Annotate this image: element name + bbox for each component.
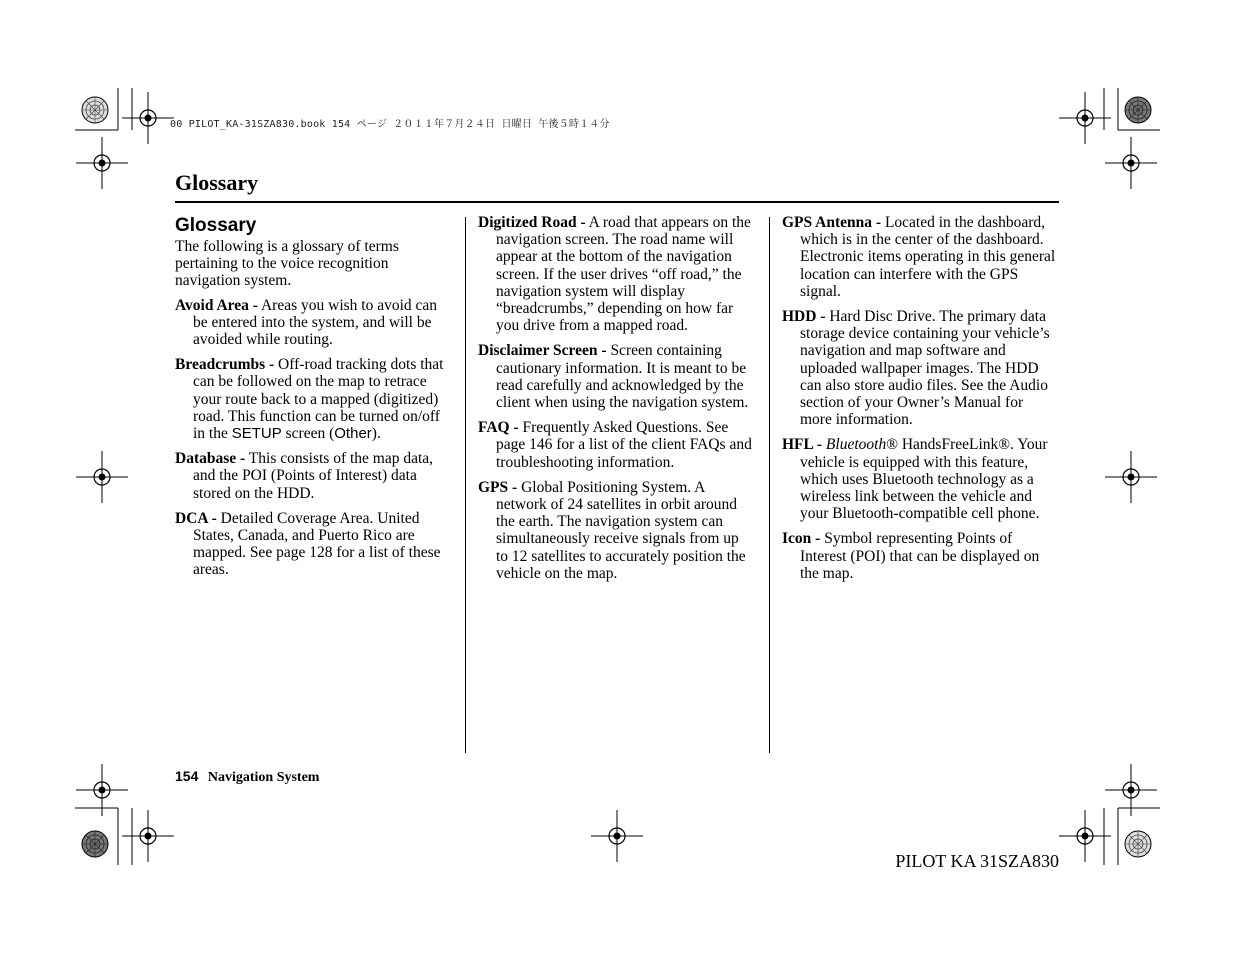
- glossary-entry-hfl: [782, 436, 1058, 522]
- glossary-entry-icon: [782, 530, 1058, 582]
- section-heading: Glossary: [175, 215, 257, 236]
- glossary-definition-cont: screen (: [285, 425, 335, 443]
- glossary-term: DCA -: [175, 509, 217, 527]
- glossary-term: GPS -: [478, 478, 518, 496]
- glossary-term: FAQ -: [478, 419, 519, 437]
- glossary-definition: Screen containing cautionary information. It is meant to be read carefully and acknowledged by the client when using the navigation system.: [496, 342, 749, 412]
- glossary-definition: Frequently Asked Questions. See page 146 for a list of the client FAQs and troubleshooting information.: [496, 419, 752, 471]
- glossary-definition: Global Positioning System. A network of 24 satellites in orbit around the earth. The navigation system can simultaneously receive signals from up to 12 satellites to accurately position the vehicle on the map.: [496, 478, 746, 582]
- glossary-term: GPS Antenna -: [782, 214, 882, 231]
- glossary-definition: Off-road tracking dots that can be followed on the map to retrace your route back to a mapped (digitized) road. This function can be turned on/off in the: [193, 356, 444, 443]
- book-code: PILOT KA 31SZA830: [895, 851, 1059, 871]
- glossary-entry-dca: [175, 510, 451, 579]
- intro-paragraph: The following is a glossary of terms pertaining to the voice recognition navigation system.: [175, 238, 399, 290]
- glossary-definition: Symbol representing Points of Interest (POI) that can be displayed on the map.: [800, 530, 1040, 582]
- glossary-definition: Detailed Coverage Area. United States, Canada, and Puerto Rico are mapped. See page 128 for a list of these areas.: [193, 509, 441, 579]
- other-menu-label: Other: [334, 425, 372, 443]
- glossary-entry-database: [175, 450, 451, 502]
- glossary-term: Icon -: [782, 530, 821, 548]
- glossary-term: Digitized Road -: [478, 214, 586, 231]
- glossary-term: Breadcrumbs -: [175, 356, 275, 374]
- glossary-term: Avoid Area -: [175, 296, 258, 314]
- header-rule: [175, 201, 1059, 203]
- glossary-definition: Hard Disc Drive. The primary data storage device containing your vehicle’s navigation and map software and uploaded wallpaper images. The HDD can also store audio files. See the Audio section of your Owner’s Manual for more information.: [800, 308, 1050, 429]
- bluetooth-italic: Bluetooth: [825, 436, 887, 454]
- glossary-definition: This consists of the map data, and the POI (Points of Interest) data stored on the HDD.: [193, 450, 434, 502]
- glossary-term: Database -: [175, 450, 246, 468]
- column-3: [782, 214, 1058, 590]
- glossary-entry-faq: [478, 419, 754, 471]
- glossary-entry-hdd: [782, 308, 1058, 428]
- glossary-entry-breadcrumbs: [175, 356, 451, 442]
- page-footer: [175, 768, 319, 786]
- footer-section-name: Navigation System: [207, 770, 320, 785]
- column-2: [478, 214, 754, 590]
- glossary-entry-disclaimer-screen: [478, 342, 754, 411]
- glossary-term: HDD -: [782, 308, 826, 326]
- glossary-entry-avoid-area: [175, 297, 451, 349]
- glossary-definition: Located in the dashboard, which is in the center of the dashboard. Electronic items operating in this general location can interfere with the GPS signal.: [800, 214, 1056, 300]
- glossary-term: HFL -: [782, 436, 823, 454]
- glossary-definition-end: ).: [371, 425, 381, 443]
- glossary-term: Disclaimer Screen -: [478, 342, 607, 360]
- glossary-entry-gps: [478, 479, 754, 582]
- print-info-line: 00 PILOT_KA-31SZA830.book 154 ページ ２０１１年７月２４日 日曜日 午後５時１４分: [170, 119, 610, 130]
- page-title: Glossary: [175, 170, 259, 195]
- column-divider-1: [465, 217, 466, 753]
- column-1: [175, 214, 451, 587]
- glossary-entry-digitized-road: [478, 214, 754, 334]
- glossary-entry-gps-antenna: [782, 214, 1058, 300]
- glossary-definition: ® HandsFreeLink®. Your vehicle is equipped with this feature, which uses Bluetooth technology as a wireless link between the vehicle and your Bluetooth-compatible cell phone.: [800, 436, 1048, 523]
- page-number: 154: [175, 768, 199, 784]
- column-divider-2: [769, 217, 770, 753]
- glossary-definition: A road that appears on the navigation screen. The road name will appear at the bottom of the navigation screen. If the user drives “off road,” the navigation system will display “breadcrumbs,” depending on how far you drive from a mapped road.: [496, 214, 751, 335]
- setup-menu-label: SETUP: [231, 425, 282, 443]
- glossary-definition: Areas you wish to avoid can be entered into the system, and will be avoided while routing.: [193, 296, 438, 349]
